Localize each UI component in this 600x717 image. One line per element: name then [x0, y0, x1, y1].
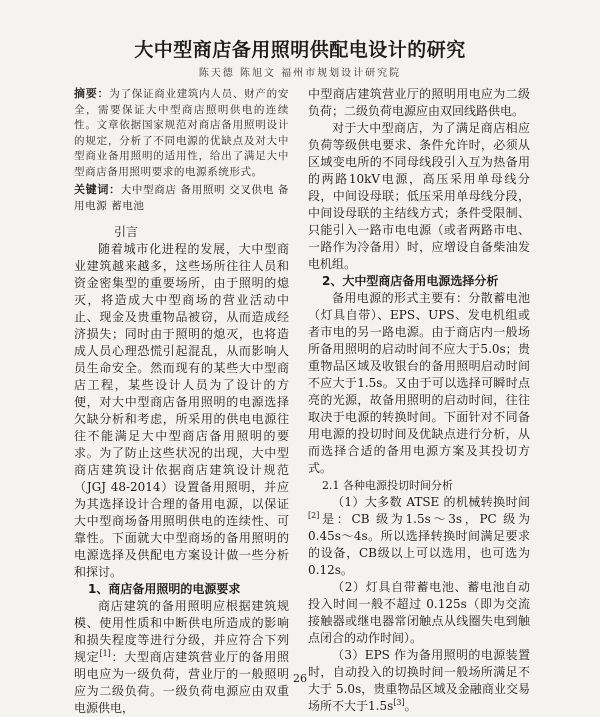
item-3-ref: [3] — [393, 698, 405, 707]
keywords-label: 关键词： — [74, 183, 121, 196]
right-column — [308, 86, 530, 715]
left-column — [74, 86, 289, 717]
section1-paragraph — [74, 598, 289, 717]
item-1-text-a: （1）大多数 ATSE 的机械转换时间 — [332, 495, 530, 509]
section2-heading: 2、大中型商店备用电源选择分析 — [322, 274, 499, 288]
keywords-text: 大中型商店 备用照明 交叉供电 备用电源 蓄电池 — [74, 184, 289, 212]
keywords — [74, 182, 289, 214]
authors-line: 陈天德 陈旭文 福州市规划设计研究院 — [198, 68, 402, 79]
item-3-text-a: （3）EPS 作为备用照明的电源装置时，自动投入的切换时间一般场所满足不大于 5.0s，贵重物品区域及金融商业交易场所不大于1.5s — [308, 648, 530, 713]
item-3-text-b: 。 — [404, 699, 417, 713]
section2-paragraph: 备用电源的形式主要有：分散蓄电池（灯具自带）、EPS、UPS、发电机组或者市电的另一路电源。由于商店内一般场所备用照明的启动时间不应大于5.0s；贵重物品区域及收银台的备用照明启动时间不应大于1.5s。又由于可以选择可瞬时点亮的光源，故备用照明的启动时间，往往取决于电源的转换时间。下面针对不同备用电源的投切时间及优缺点进行分析，从而选择合适的备用电源方案及其投切方式。 — [308, 291, 530, 475]
right-paragraph-2: 对于大中型商店，为了满足商店相应负荷等级供电要求、条件允许时，必须从区域变电所的不同母线段引入互为热备用的两路10kV电源，高压采用单母线分段，中间设母联；低压采用单母线分段，中间设母联的主结线方式；条件受限制、只能引入一路市电电源（或者两路市电、一路作为冷备用）时，应增设自备柴油发电机组。 — [308, 121, 530, 271]
item-1-text-b: 是：CB 级为1.5s～3s，PC 级为 0.45s～4s。所以选择转换时间满足要求的设备，CB级以上可以选用，也可选为0.12s。 — [308, 512, 530, 577]
item-1 — [308, 494, 530, 579]
abstract-text: 为了保证商业建筑内人员、财产的安全，需要保证大中型商店照明供电的连续性。文章依据国家规范对商店备用照明设计的规定，分析了不同电源的优缺点及对大中型商业备用照明的适用性，给出了满足大中型商店备用照明要求的电源系统形式。 — [74, 88, 289, 178]
section1-heading: 1、商店备用照明的电源要求 — [88, 582, 241, 596]
page-number: 26 — [293, 672, 307, 685]
item-1-ref: [2] — [308, 511, 320, 520]
item-2: （2）灯具自带蓄电池、蓄电池自动投入时间一般不超过 0.125s（即为交流接触器或继电器常闭触点从线圈失电到触点闭合的动作时间）。 — [308, 580, 530, 645]
section21-heading: 2.1 各种电源投切时间分析 — [322, 479, 453, 492]
section1-text-b: ：大型商店建筑营业厅的备用照明电应为一级负荷，营业厅的一般照明应为二级负荷。一级负荷电源应由双重电源供电， — [74, 650, 289, 715]
abstract — [74, 86, 289, 180]
section1-ref: [1] — [99, 649, 111, 658]
intro-paragraph: 随着城市化进程的发展，大中型商业建筑越来越多，这些场所往往人员和资金密集型的重要场所，由于照明的熄灭，将造成大中型商场的营业活动中止、现金及贵重物品被窃，从而造成经济损失；同时由于照明的熄灭，也将造成人员心理恐慌引起混乱，从而影响人员生命安全。然而现有的某些大中型商店工程，某些设计人员为了设计的方便，对大中型商店备用照明的电源选择欠缺分析和考虑，所采用的供电电源往往不能满足大中型商店备用照明的要求。为了防止这些状况的出现，大中型商店建筑设计依据商店建筑设计规范（JGJ 48-2014）设置备用照明，并应为其选择设计合理的备用电源，以保证大中型商场备用照明供电的连续性、可靠性。下面就大中型商场的备用照明的电源选择及供配电方案设计做一些分析和探讨。 — [74, 242, 289, 579]
intro-heading: 引言 — [114, 225, 139, 239]
abstract-label: 摘要： — [74, 87, 110, 100]
paper-title: 大中型商店备用照明供配电设计的研究 — [134, 39, 466, 61]
section1-text-a: 商店建筑的备用照明应根据建筑规模、使用性质和中断供电所造成的影响和损失程度等进行分级，并应符合下列规定 — [74, 599, 289, 664]
right-paragraph-1: 中型商店建筑营业厅的照明用电应为二级负荷；二级负荷电源应由双回线路供电。 — [308, 87, 530, 118]
